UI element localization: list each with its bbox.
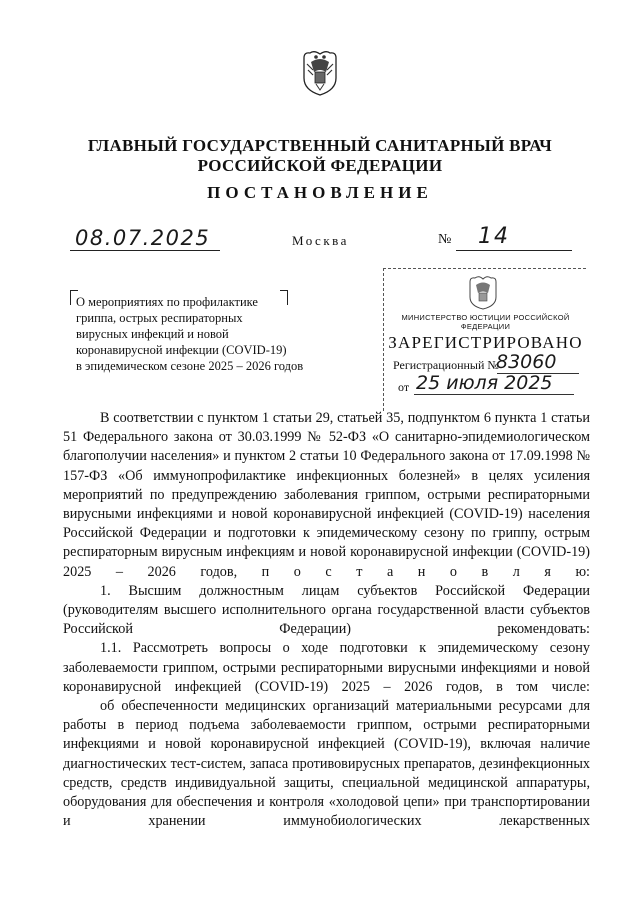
stamp-registered: ЗАРЕГИСТРИРОВАНО xyxy=(388,333,583,352)
body-paragraph: об обеспеченности медицинских организаций материальными ресурсами для работы в период подъема заболеваемости гриппом, острыми респираторными инфекциями и новой коронавирусной инфекцией (COVID-19), включая наличие диагностических тест-систем, запаса противовирусных препаратов, дезинфекционных средств, средств индивидуальной защиты, специальной медицинской аппаратуры, оборудования для обеспечения и контроля «холодовой цепи» при транспортировании и хранении иммунобиологических лекарственных xyxy=(63,698,590,830)
document-type: ПОСТАНОВЛЕНИЕ xyxy=(207,183,433,202)
document-date: 08.07.2025 xyxy=(75,226,211,250)
stamp-from-label: от xyxy=(398,380,410,394)
document-body xyxy=(63,409,590,831)
authority-line-1: ГЛАВНЫЙ ГОСУДАРСТВЕННЫЙ САНИТАРНЫЙ ВРАЧ xyxy=(87,136,553,155)
russian-coat-of-arms-icon xyxy=(300,48,340,96)
date-underline xyxy=(70,250,220,251)
authority-line-2: РОССИЙСКОЙ ФЕДЕРАЦИИ xyxy=(197,156,443,175)
number-sign: № xyxy=(438,232,452,247)
body-paragraph: 1. Высшим должностным лицам субъектов Российской Федерации (руководителям высшего исполнительного органа государственной власти субъектов Российской Федерации) рекомендовать: xyxy=(63,582,590,638)
subject-block xyxy=(76,294,336,374)
russian-coat-of-arms-icon xyxy=(466,274,500,310)
stamp-reg-date: 25 июля 2025 xyxy=(416,372,553,394)
subject-line: гриппа, острых респираторных xyxy=(76,311,243,325)
subject-line: в эпидемическом сезоне 2025 – 2026 годов xyxy=(76,359,304,373)
city: Москва xyxy=(292,233,349,248)
subject-line: коронавирусной инфекции (COVID-19) xyxy=(76,343,287,357)
subject-line: вирусных инфекций и новой xyxy=(76,327,229,341)
stamp-reg-label: Регистрационный № xyxy=(393,358,499,372)
stamp-date-underline xyxy=(414,394,574,395)
document-number: 14 xyxy=(478,224,510,249)
body-paragraph: В соответствии с пунктом 1 статьи 29, статьей 35, подпунктом 6 пункта 1 статьи 51 Федерального закона от 30.03.1999 № 52-ФЗ «О санитарно-эпидемиологическом благополучии населения» и пунктом 2 статьи 10 Федерального закона от 17.09.1998 № 157-ФЗ «Об иммунопрофилактике инфекционных болезней» в целях усиления мероприятий по предупреждению заболевания гриппом, острыми респираторными вирусными инфекциями и новой коронавирусной инфекцией (COVID-19) населения Российской Федерации и подготовки к эпидемическому сезону по гриппу, острым респираторным вирусным инфекциям и новой коронавирусной инфекции (COVID-19) 2025 – 2026 годов, п о с т а н о в л я ю: xyxy=(63,410,590,580)
subject-line: О мероприятиях по профилактике xyxy=(76,295,258,309)
number-underline xyxy=(456,250,572,251)
stamp-reg-number: 83060 xyxy=(496,351,557,373)
stamp-ministry: МИНИСТЕРСТВО ЮСТИЦИИ РОССИЙСКОЙ ФЕДЕРАЦИИ xyxy=(401,313,570,331)
body-paragraph: 1.1. Рассмотреть вопросы о ходе подготовки к эпидемическому сезону заболеваемости гриппом, острыми респираторными вирусными инфекциями и новой коронавирусной инфекцией (COVID-19) 2025 – 2026 годов, в том числе: xyxy=(63,640,590,695)
